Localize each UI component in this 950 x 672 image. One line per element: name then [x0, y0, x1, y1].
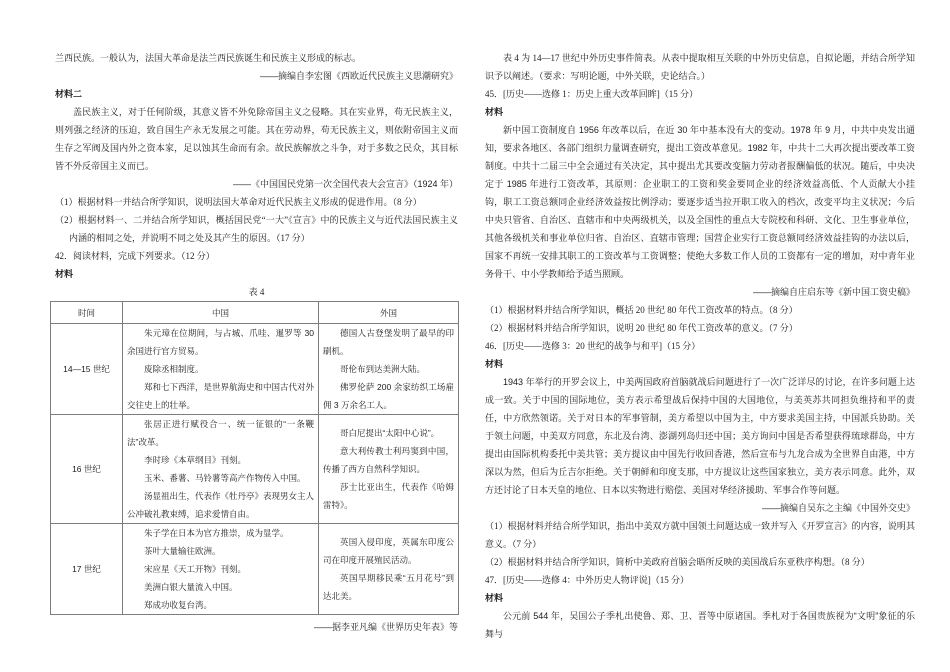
- material-heading: 材料: [485, 359, 504, 369]
- material-heading: 材料: [485, 107, 504, 117]
- event-item: 朱子学在日本为官方推崇，成为显学。: [144, 528, 289, 538]
- table-row: [51, 324, 459, 415]
- source-citation: ——摘编自李宏图《西欧近代民族主义思潮研究》: [259, 71, 458, 81]
- time-period-cell: 16 世纪: [51, 415, 123, 524]
- question-item: （2）根据材料一、二并结合所学知识，概括国民党“一大”《宣言》中的民族主义与近代法国民族主义内涵的相同之处，并说明不同之处及其产生的原因。（17 分）: [55, 215, 458, 243]
- time-period-cell: 14—15 世纪: [51, 324, 123, 415]
- event-item: 玉米、番薯、马铃薯等高产作物传入中国。: [144, 473, 306, 483]
- foreign-events-cell: [319, 324, 459, 415]
- question-item: （2）根据材料并结合所学知识，说明 20 世纪 80 年代工资改革的意义。（7 分）: [485, 323, 798, 333]
- table-row: [51, 524, 459, 615]
- question-number-line: 47．[历史——选修 4：中外历史人物评说]（15 分）: [485, 575, 689, 585]
- table-source-citation: ——据李亚凡编《世界历史年表》等: [313, 622, 458, 632]
- question-number-line: 42．阅读材料，完成下列要求。（12 分）: [55, 251, 215, 261]
- source-citation: ——摘编自吴东之主编《中国外交史》: [761, 503, 915, 513]
- event-item: 意大利传教士利玛窦到中国，传播了西方自然科学知识。: [323, 446, 454, 474]
- china-events-cell: [123, 415, 319, 524]
- material-quote-paragraph: 盖民族主义，对于任何阶级，其意义皆不外免除帝国主义之侵略。其在实业界，苟无民族主义，则列强之经济的压迫，致自国生产永无发展之可能。其在劳动界，苟无民族主义，则依附帝国主义而生存之军阀及国内外之资本家，足以蚀其生命而有余。故民族解放之斗争，对于多数之民众，其目标皆不外反帝国主义而已。: [55, 107, 458, 171]
- foreign-events-cell: [319, 415, 459, 524]
- event-item: 英国入侵印度，英属东印度公司在印度开展殖民活动。: [323, 537, 454, 565]
- event-item: 莎士比亚出生，代表作《哈姆雷特》。: [323, 482, 454, 510]
- material-quote-paragraph: 新中国工资制度自 1956 年改革以后，在近 30 年中基本没有大的变动。1978 年 9 月，中共中央发出通知，要求各地区、各部门组织力量调查研究，提出工资改革意见。1982 年，中共十二大再次提出要改革工资制度。中共十二届三中全会通过有关决定，其中提出尤其要改变脑力劳动者报酬偏低的状况。随后，中央决定于 1985 年进行工资改革，其原则：企业职工的工资和奖金要同企业的经济效益高低、个人贡献大小挂钩，职工工资总额同企业经济效益按比例浮动；要逐步适当拉开职工收入的档次，改变平均主义状况；今后中央只管省、自治区、直辖市和中央两级机关，以及全国性的重点大专院校和科研、文化、卫生事业单位，其他各级机关和事业单位归省、自治区、直辖市管理；国营企业实行工资总额同经济效益挂钩的办法以后，国家不再统一安排其职工的工资改革与工资调整；使绝大多数工作人员的工资都有一定的增加，对中青年业务骨干、中小学教师给予适当照顾。: [485, 125, 915, 279]
- material-continuation-text: 兰西民族。一般认为，法国大革命是法兰西民族诞生和民族主义形成的标志。: [55, 53, 362, 63]
- question-item: （1）根据材料并结合所学知识，指出中美双方就中国领土问题达成一致并写入《开罗宣言》的内容，说明其意义。（7 分）: [485, 521, 915, 549]
- event-item: 德国人古登堡发明了最早的印刷机。: [323, 328, 454, 356]
- table-header-row: [51, 302, 459, 324]
- event-item: 茶叶大量输往欧洲。: [144, 546, 221, 556]
- question-number-line: 45．[历史——选修 1：历史上重大改革回眸]（15 分）: [485, 89, 698, 99]
- event-item: 佛罗伦萨 200 余家纺织工场雇佣 3 万余名工人。: [323, 382, 454, 410]
- source-citation: ——摘编自庄启东等《新中国工资史稿》: [752, 287, 915, 297]
- foreign-events-cell: [319, 524, 459, 615]
- question-number-line: 46．[历史——选修 3：20 世纪的战争与和平]（15 分）: [485, 341, 701, 351]
- event-item: 张居正进行赋役合一、统一征银的“一条鞭法”改革。: [127, 419, 314, 447]
- material-heading: 材料: [485, 593, 504, 603]
- table-row: [51, 415, 459, 524]
- table-header-cell: 外国: [319, 302, 459, 324]
- event-item: 哥伦布到达美洲大陆。: [340, 364, 426, 374]
- event-item: 宋应星《天工开物》刊刻。: [144, 564, 247, 574]
- left-column: [55, 49, 458, 636]
- table-header-cell: 中国: [123, 302, 319, 324]
- china-events-cell: [123, 524, 319, 615]
- material-heading: 材料: [55, 269, 74, 279]
- history-events-table: [50, 301, 459, 615]
- event-item: 朱元璋在位期间，与占城、爪哇、暹罗等 30 余国进行官方贸易。: [127, 328, 314, 356]
- right-column: [485, 49, 915, 643]
- question-text: 表 4 为 14—17 世纪中外历史事件简表。从表中提取相互关联的中外历史信息，自拟论题，并结合所学知识予以阐述。（要求：写明论题，中外关联，史论结合。）: [485, 53, 915, 81]
- material-quote-paragraph: 公元前 544 年，吴国公子季札出使鲁、郑、卫、晋等中原诸国。季札对于各国贵族视为“文明”象征的乐舞与: [485, 611, 915, 639]
- event-item: 汤显祖出生，代表作《牡丹亭》表现男女主人公冲破礼教束缚，追求爱情自由。: [127, 491, 315, 519]
- table-caption: 表 4: [248, 287, 265, 297]
- event-item: 郑成功收复台湾。: [144, 600, 213, 610]
- question-item: （2）根据材料并结合所学知识，简析中美政府首脑会晤所反映的美国战后东亚秩序构想。（8 分）: [485, 557, 870, 567]
- question-item: （1）根据材料一并结合所学知识，说明法国大革命对近代民族主义形成的促进作用。（8 分）: [55, 197, 422, 207]
- event-item: 英国早期移民乘“五月花号”到达北美。: [323, 573, 454, 601]
- event-item: 美洲白银大量流入中国。: [144, 582, 238, 592]
- event-item: 李时珍《本草纲目》刊刻。: [144, 455, 247, 465]
- event-item: 郑和七下西洋，是世界航海史和中国古代对外交往史上的壮举。: [127, 382, 315, 410]
- question-item: （1）根据材料并结合所学知识，概括 20 世纪 80 年代工资改革的特点。（8 分）: [485, 305, 798, 315]
- material-heading: 材料二: [55, 89, 83, 99]
- china-events-cell: [123, 324, 319, 415]
- material-quote-paragraph: 1943 年举行的开罗会议上，中美两国政府首脑就战后问题进行了一次广泛详尽的讨论，在许多问题上达成一致。关于中国的国际地位，美方表示希望战后保持中国的大国地位，与美英苏共同担负维持和平的责任，中方欣然领诺。关于对日本的军事管制，美方希望以中国为主，中方要求美国主持，中国派兵协助。关于领土问题，中美双方同意，东北及台湾、澎湖列岛归还中国；美方询问中国是否希望获得琉球群岛，中方提出由国际机构委托中美共管；美方提议由中国先行收回香港，然后宣布与九龙合成为全世界自由港，中方深以为然，但后为丘吉尔拒绝。关于朝鲜和印度支那，中方提议让这些国家独立，美方表示同意。此外，双方还讨论了日本天皇的地位、日本以实物进行赔偿、美国对华经济援助、军事合作等问题。: [485, 377, 915, 495]
- time-period-cell: 17 世纪: [51, 524, 123, 615]
- event-item: 哥白尼提出“太阳中心说”。: [340, 428, 440, 438]
- source-citation: ——《中国国民党第一次全国代表大会宣言》（1924 年）: [232, 179, 458, 189]
- table-header-cell: 时间: [51, 302, 123, 324]
- event-item: 废除丞相制度。: [144, 364, 204, 374]
